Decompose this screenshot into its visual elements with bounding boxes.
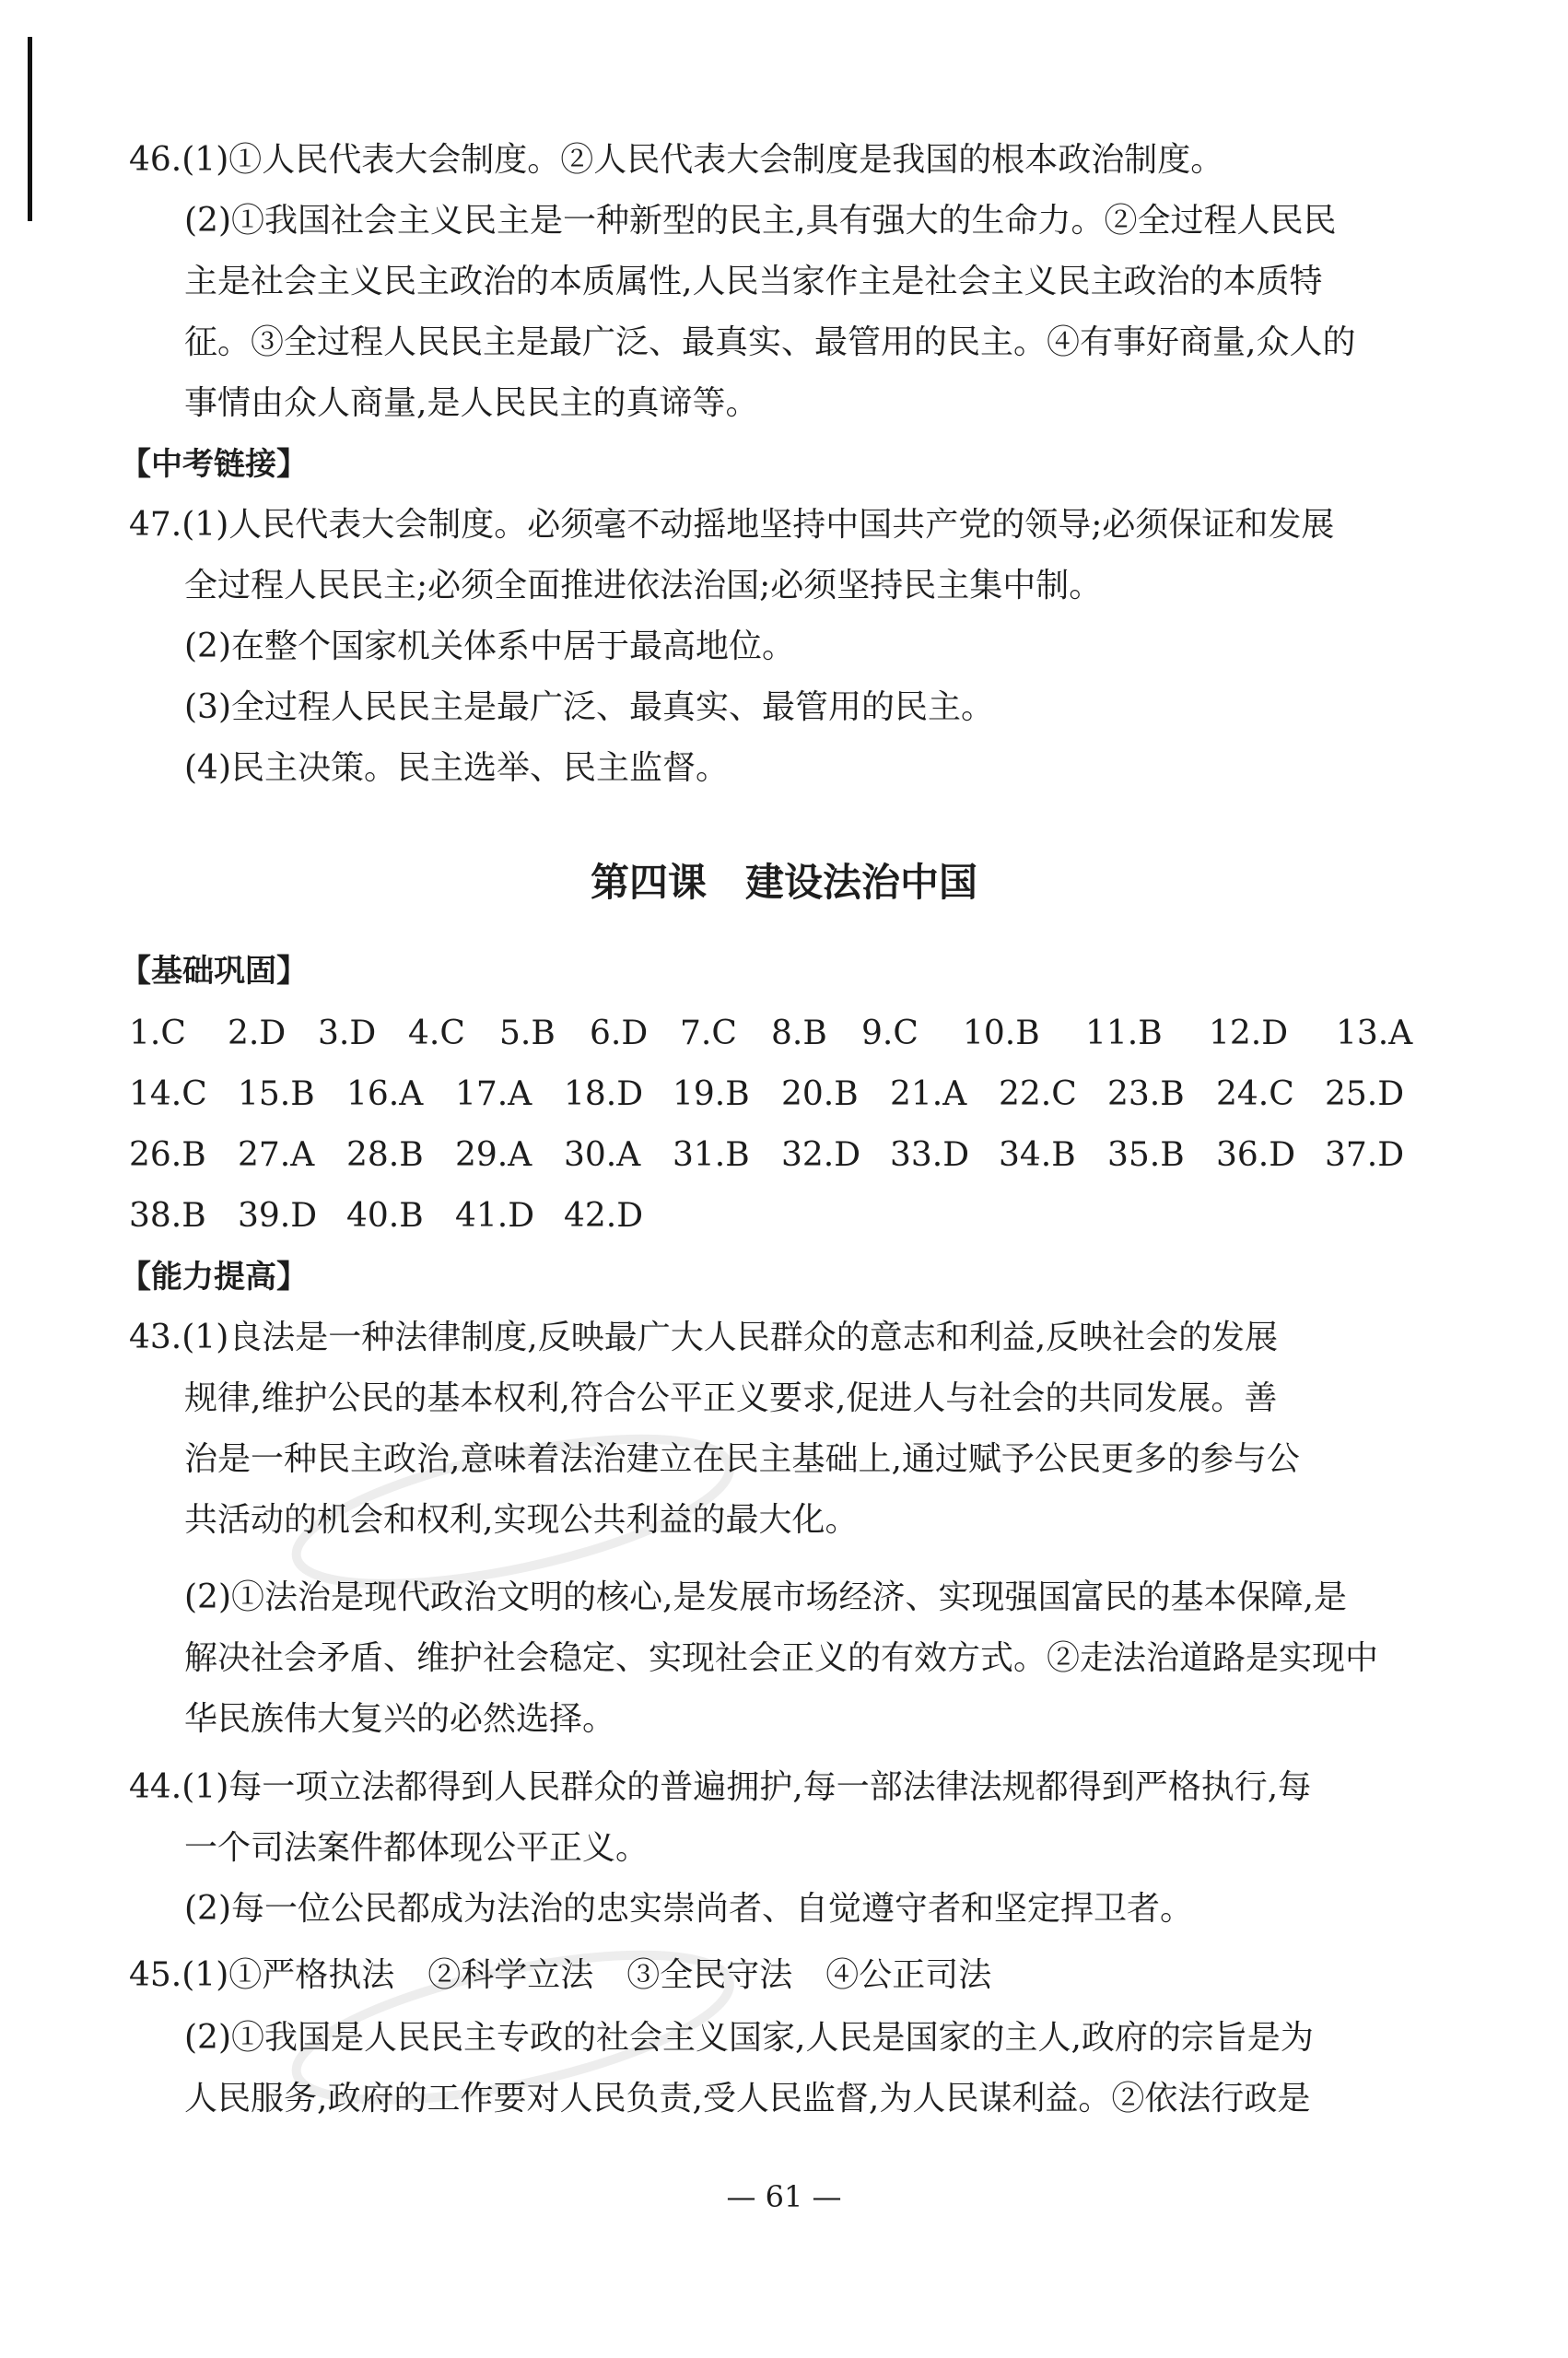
q47-line-3: (2)在整个国家机关体系中居于最高地位。 [184,628,795,665]
mc-answer: 22.C [999,1075,1077,1113]
watermark-stamp-lower [263,1906,768,2177]
mc-answer: 23.B [1107,1075,1185,1113]
mc-answer: 41.D [455,1197,535,1235]
binding-edge-line [28,37,32,221]
mc-answer: 34.B [999,1136,1076,1174]
mc-answer: 6.D [590,1015,649,1052]
mc-answer: 26.B [129,1136,206,1174]
q44-line-1: 44.(1)每一项立法都得到人民群众的普遍拥护,每一部法律法规都得到严格执行,每 [129,1768,1312,1806]
mc-answer: 28.B [346,1136,424,1174]
q46-line-3: 主是社会主义民主政治的本质属性,人民当家作主是社会主义民主政治的本质特 [184,263,1323,300]
mc-answer: 10.B [963,1015,1040,1052]
mc-answer: 16.A [346,1075,424,1113]
q45-line-3: 人民服务,政府的工作要对人民负责,受人民监督,为人民谋利益。②依法行政是 [184,2080,1311,2118]
mc-answer: 35.B [1107,1136,1185,1174]
mc-answer: 13.A [1336,1015,1413,1052]
mc-answer: 14.C [129,1075,207,1113]
q47-line-5: (4)民主决策。民主选举、民主监督。 [184,749,729,787]
q47-line-1: 47.(1)人民代表大会制度。必须毫不动摇地坚持中国共产党的领导;必须保证和发展 [129,506,1335,544]
mc-answer: 24.C [1216,1075,1294,1113]
q47-line-2: 全过程人民民主;必须全面推进依法治国;必须坚持民主集中制。 [184,567,1103,604]
mc-answer: 4.C [408,1015,465,1052]
mc-answer: 39.D [238,1197,318,1235]
q43-line-7: 华民族伟大复兴的必然选择。 [184,1700,616,1738]
page-number: — 61 — [726,2179,842,2214]
mc-answer: 3.D [318,1015,377,1052]
mc-answer: 1.C [129,1015,186,1052]
section-heading-zhongkao: 【中考链接】 [120,446,308,483]
mc-answer: 7.C [680,1015,737,1052]
mc-answer: 33.D [890,1136,970,1174]
mc-answer: 27.A [238,1136,315,1174]
q43-line-5: (2)①法治是现代政治文明的核心,是发展市场经济、实现强国富民的基本保障,是 [184,1578,1347,1616]
mc-answer: 20.B [781,1075,859,1113]
mc-answer: 9.C [861,1015,919,1052]
mc-answer: 11.B [1085,1015,1163,1052]
mc-answer: 19.B [673,1075,750,1113]
q43-line-4: 共活动的机会和权利,实现公共利益的最大化。 [184,1501,859,1539]
mc-answer: 12.D [1209,1015,1289,1052]
mc-answer: 2.D [228,1015,287,1052]
mc-answer: 8.B [771,1015,827,1052]
mc-answer: 36.D [1216,1136,1296,1174]
mc-answer: 25.D [1325,1075,1405,1113]
mc-answer: 21.A [890,1075,967,1113]
mc-answer: 37.D [1325,1136,1405,1174]
q47-line-4: (3)全过程人民民主是最广泛、最真实、最管用的民主。 [184,688,994,726]
mc-answer: 42.D [564,1197,644,1235]
q46-line-5: 事情由众人商量,是人民民主的真谛等。 [184,384,759,422]
q43-line-2: 规律,维护公民的基本权利,符合公平正义要求,促进人与社会的共同发展。善 [184,1379,1278,1417]
mc-answer: 40.B [346,1197,424,1235]
mc-answer: 18.D [564,1075,644,1113]
q44-line-3: (2)每一位公民都成为法治的忠实崇尚者、自觉遵守者和坚定捍卫者。 [184,1890,1193,1928]
q45-line-2: (2)①我国是人民民主专政的社会主义国家,人民是国家的主人,政府的宗旨是为 [184,2019,1314,2057]
q43-line-6: 解决社会矛盾、维护社会稳定、实现社会正义的有效方式。②走法治道路是实现中 [184,1639,1379,1677]
mc-answer: 29.A [455,1136,532,1174]
q44-line-2: 一个司法案件都体现公平正义。 [184,1829,649,1867]
mc-answer: 30.A [564,1136,641,1174]
section-heading-nengli: 【能力提高】 [120,1259,308,1296]
mc-answer: 5.B [499,1015,556,1052]
q46-line-4: 征。③全过程人民民主是最广泛、最真实、最管用的民主。④有事好商量,众人的 [184,323,1356,361]
mc-answer: 32.D [781,1136,861,1174]
mc-answer: 17.A [455,1075,532,1113]
q43-line-3: 治是一种民主政治,意味着法治建立在民主基础上,通过赋予公民更多的参与公 [184,1440,1300,1478]
q46-line-1: 46.(1)①人民代表大会制度。②人民代表大会制度是我国的根本政治制度。 [129,141,1224,179]
watermark-stamp [263,1390,768,1661]
mc-answer: 15.B [238,1075,315,1113]
mc-answer: 38.B [129,1197,206,1235]
q46-line-2: (2)①我国社会主义民主是一种新型的民主,具有强大的生命力。②全过程人民民 [184,202,1337,240]
section-heading-jichu: 【基础巩固】 [120,953,308,990]
q43-line-1: 43.(1)良法是一种法律制度,反映最广大人民群众的意志和利益,反映社会的发展 [129,1319,1279,1356]
lesson-title: 第四课 建设法治中国 [590,860,977,905]
mc-answer: 31.B [673,1136,750,1174]
q45-line-1: 45.(1)①严格执法 ②科学立法 ③全民守法 ④公正司法 [129,1956,992,1994]
